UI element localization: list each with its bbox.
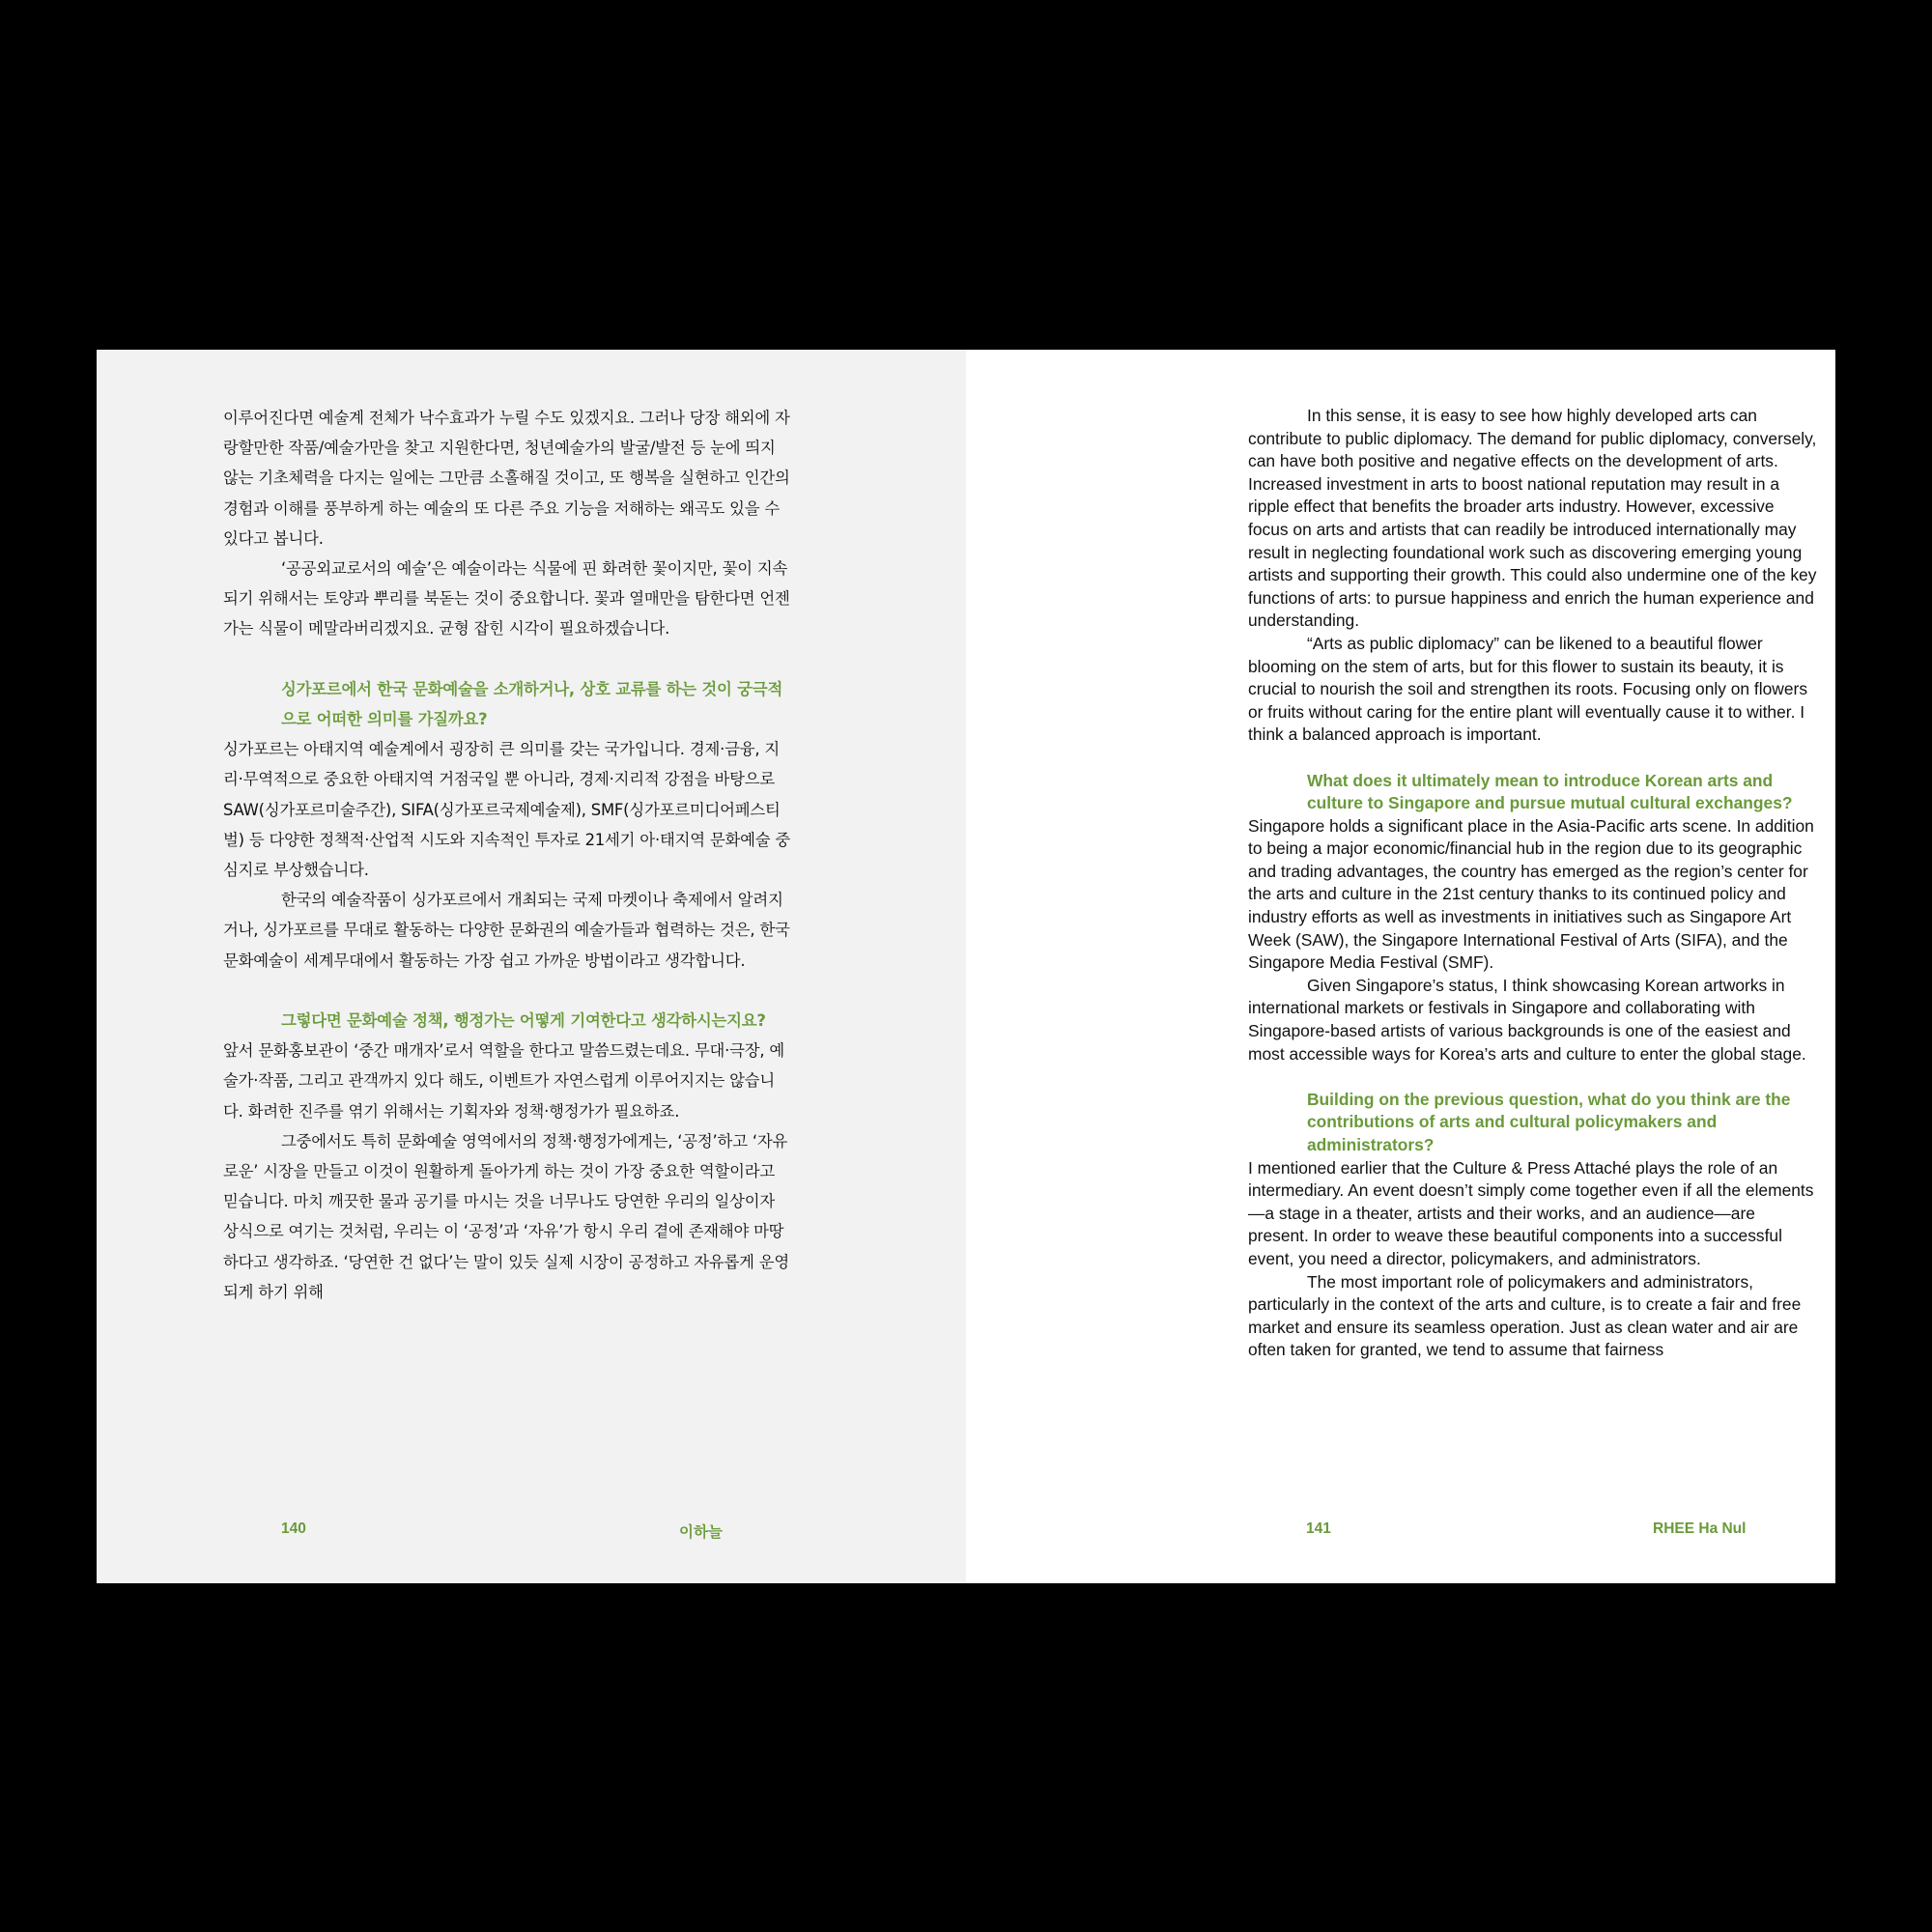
body-paragraph: 그중에서도 특히 문화예술 영역에서의 정책·행정가에게는, ‘공정’하고 ‘자유로운’ 시장을 만들고 이것이 원활하게 돌아가게 하는 것이 가장 중요한 역할이라고 믿습니다. 마치 깨끗한 물과 공기를 마시는 것을 너무나도 당연한 우리의 일상이자 상식으로 여기는 것처럼, 우리는 이 ‘공정’과 ‘자유’가 항시 우리 곁에 존재해야 마땅하다고 생각하죠. ‘당연한 건 없다’는 말이 있듯 실제 시장이 공정하고 자유롭게 운영되게 하기 위해 xyxy=(223,1131,790,1301)
book-spread xyxy=(97,350,1835,1583)
right-page xyxy=(966,350,1835,1583)
author-name: 이하늘 xyxy=(679,1523,723,1541)
body-paragraph: 앞서 문화홍보관이 ‘중간 매개자’로서 역할을 한다고 말씀드렸는데요. 무대·극장, 예술가·작품, 그리고 관객까지 있다 해도, 이벤트가 자연스럽게 이루어지지는 않습니다. 화려한 진주를 엮기 위해서는 기획자와 정책·행정가가 필요하죠. xyxy=(223,1041,785,1121)
english-body-text xyxy=(1248,405,1818,1362)
page-number: 140 xyxy=(281,1520,306,1537)
page-number: 141 xyxy=(1306,1520,1331,1537)
korean-body-text xyxy=(223,403,793,1307)
body-paragraph: 싱가포르는 아태지역 예술계에서 굉장히 큰 의미를 갖는 국가입니다. 경제·금융, 지리·무역적으로 중요한 아태지역 거점국일 뿐 아니라, 경제·지리적 강점을 바탕으로 SAW(싱가포르미술주간), SIFA(싱가포르국제예술제), SMF(싱가포르미디어페스티벌) 등 다양한 정책적·산업적 시도와 지속적인 투자로 21세기 아·태지역 문화예술 중심지로 부상했습니다. xyxy=(223,740,791,880)
interview-question: Building on the previous question, what do you think are the contributions of arts and cultural policymakers and administrators? xyxy=(1307,1089,1791,1154)
body-paragraph: “Arts as public diplomacy” can be likened to a beautiful flower blooming on the stem of arts, but for this flower to sustain its beauty, it is crucial to nourish the soil and strengthen its roots. Focusing only on flowers or fruits without caring for the entire plant will eventually cause it to wither. I think a balanced approach is important. xyxy=(1248,633,1808,745)
author-name: RHEE Ha Nul xyxy=(1653,1520,1747,1537)
body-paragraph: I mentioned earlier that the Culture & Press Attaché plays the role of an intermediary. An event doesn’t simply come together even if all the elements—a stage in a theater, artists and their works, and an audience—are present. In order to weave these beautiful components into a successful event, you need a director, policymakers, and administrators. xyxy=(1248,1157,1814,1268)
body-paragraph: Singapore holds a significant place in the Asia-Pacific arts scene. In addition to being a major economic/financial hub in the region due to its geographic and trading advantages, the country has emerged as the region’s center for the arts and culture in the 21st century thanks to its continued policy and industry efforts as well as investments in initiatives such as Singapore Art Week (SAW), the Singapore International Festival of Arts (SIFA), and the Singapore Media Festival (SMF). xyxy=(1248,815,1814,973)
interview-question: 그렇다면 문화예술 정책, 행정가는 어떻게 기여한다고 생각하시는지요? xyxy=(281,1011,766,1031)
left-page xyxy=(97,350,966,1583)
interview-question: 싱가포르에서 한국 문화예술을 소개하거나, 상호 교류를 하는 것이 궁극적으로 어떠한 의미를 가질까요? xyxy=(281,679,783,729)
body-paragraph: The most important role of policymakers and administrators, particularly in the context of the arts and culture, is to create a fair and free market and ensure its seamless operation. Just as clean water and air are often taken for granted, we tend to assume that fairness xyxy=(1248,1271,1802,1360)
body-paragraph: In this sense, it is easy to see how highly developed arts can contribute to public diplomacy. The demand for public diplomacy, conversely, can have both positive and negative effects on the development of arts. Increased investment in arts to boost national reputation may result in a ripple effect that benefits the broader arts industry. However, excessive focus on arts and artists that can readily be introduced internationally may result in neglecting foundational work such as discovering emerging young artists and supporting their growth. This could also undermine one of the key functions of arts: to pursue happiness and enrich the human experience and understanding. xyxy=(1248,406,1817,631)
interview-question: What does it ultimately mean to introduce Korean arts and culture to Singapore and pursue mutual cultural exchanges? xyxy=(1307,770,1793,813)
body-paragraph: 이루어진다면 예술계 전체가 낙수효과가 누릴 수도 있겠지요. 그러나 당장 해외에 자랑할만한 작품/예술가만을 찾고 지원한다면, 청년예술가의 발굴/발전 등 눈에 띄지 않는 기초체력을 다지는 일에는 그만큼 소홀해질 것이고, 또 행복을 실현하고 인간의 경험과 이해를 풍부하게 하는 예술의 또 다른 주요 기능을 저해하는 왜곡도 있을 수 있다고 봅니다. xyxy=(223,409,790,548)
body-paragraph: Given Singapore’s status, I think showcasing Korean artworks in international markets or festivals in Singapore and collaborating with Singapore-based artists of various backgrounds is one of the easiest and most accessible ways for Korea’s arts and culture to enter the global stage. xyxy=(1248,975,1806,1064)
body-paragraph: 한국의 예술작품이 싱가포르에서 개최되는 국제 마켓이나 축제에서 알려지거나, 싱가포르를 무대로 활동하는 다양한 문화권의 예술가들과 협력하는 것은, 한국 문화예술이 세계무대에서 활동하는 가장 쉽고 가까운 방법이라고 생각합니다. xyxy=(223,891,790,970)
body-paragraph: ‘공공외교로서의 예술’은 예술이라는 식물에 핀 화려한 꽃이지만, 꽃이 지속되기 위해서는 토양과 뿌리를 북돋는 것이 중요합니다. 꽃과 열매만을 탐한다면 언젠가는 식물이 메말라버리겠지요. 균형 잡힌 시각이 필요하겠습니다. xyxy=(223,559,790,639)
